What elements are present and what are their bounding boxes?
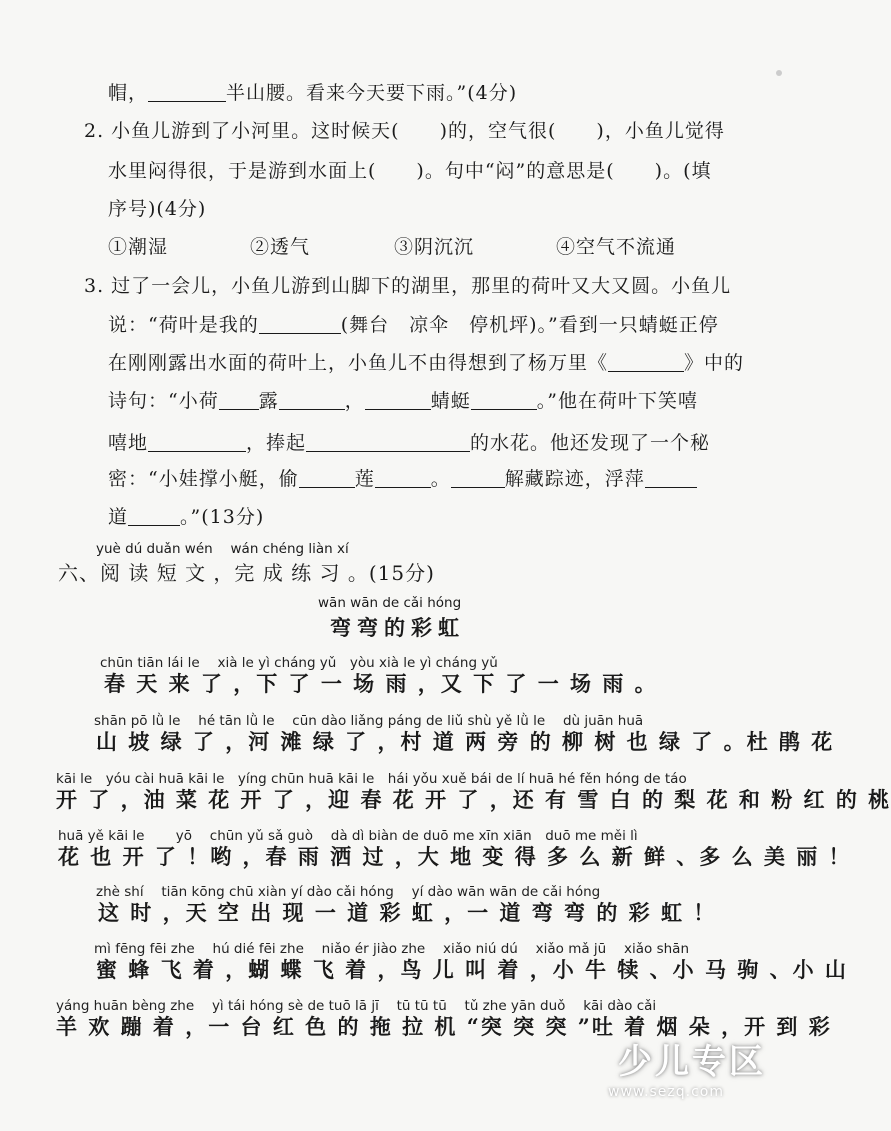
q2-option-2: ②透气 [250, 236, 311, 258]
answer-blank[interactable] [259, 314, 341, 334]
story-text-line: 开 了 ，油 菜 花 开 了 ，迎 春 花 开 了 ，还 有 雪 白 的 梨 花 和 粉 红 的 桃 [56, 787, 891, 812]
story-title: 弯弯的彩虹 [330, 615, 465, 640]
answer-blank[interactable] [365, 390, 431, 410]
answer-blank[interactable] [299, 468, 355, 488]
story-pinyin-line: mì fēng fēi zhe hú dié fēi zhe niǎo ér jiào zhe xiǎo niú dú xiǎo mǎ jū xiǎo shān [94, 941, 690, 957]
answer-blank[interactable] [608, 352, 684, 372]
story-text-line: 春 天 来 了 ，下 了 一 场 雨 ，又 下 了 一 场 雨 。 [104, 671, 658, 696]
q3-text: 。 [430, 468, 451, 490]
q3-line-4 [108, 386, 698, 413]
answer-blank[interactable] [471, 390, 537, 410]
q2-line-3: 序号)(4分) [108, 198, 207, 220]
margin-mark [776, 70, 782, 76]
q3-text: 密：“小娃撑小艇，偷 [108, 468, 299, 490]
q3-text: ，捧起 [246, 432, 307, 454]
q3-line-6 [108, 464, 697, 491]
q2-line-2: 水里闷得很，于是游到水面上( )。句中“闷”的意思是( )。(填 [108, 160, 712, 182]
story-pinyin-line: shān pō lǜ le hé tān lǜ le cūn dào liǎng páng de liǔ shù yě lǜ le dù juān huā [94, 713, 644, 729]
answer-blank[interactable] [645, 468, 697, 488]
section-6-pinyin: yuè dú duǎn wén wán chéng liàn xí [96, 541, 349, 557]
q3-text: 的水花。他还发现了一个秘 [470, 432, 711, 454]
q3-text: 露 [258, 390, 279, 412]
watermark [600, 1032, 790, 1102]
q3-text: 莲 [354, 468, 375, 490]
q3-line-5 [108, 428, 710, 455]
q2-option-4: ④空气不流通 [556, 236, 677, 258]
story-text-line: 蜜 蜂 飞 着 ，蝴 蝶 飞 着 ，鸟 儿 叫 着 ，小 牛 犊 、小 马 驹 、小 山 [96, 957, 848, 982]
q3-line-3 [108, 348, 744, 375]
answer-blank[interactable] [306, 432, 470, 452]
answer-blank[interactable] [148, 432, 246, 452]
q3-text: 解藏踪迹，浮萍 [504, 468, 645, 490]
story-text-line: 花 也 开 了 ！哟 ，春 雨 洒 过 ，大 地 变 得 多 么 新 鲜 、多 么 美 丽 ！ [58, 844, 852, 869]
story-text-line: 羊 欢 蹦 着 ，一 台 红 色 的 拖 拉 机 “突 突 突 ”吐 着 烟 朵 ，开 到 彩 [56, 1014, 832, 1039]
answer-blank[interactable] [451, 468, 505, 488]
answer-blank[interactable] [128, 506, 180, 526]
q1-text-b: 半山腰。看来今天要下雨。”(4分) [226, 82, 518, 104]
q3-text: 说：“荷叶是我的 [108, 314, 259, 336]
watermark-url: www.sezq.com [608, 1084, 725, 1100]
q3-text: 诗句：“小荷 [108, 390, 219, 412]
q3-text: (舞台 凉伞 停机坪)。”看到一只蜻蜓正停 [340, 314, 719, 336]
q3-line-1: 3. 过了一会儿，小鱼儿游到山脚下的湖里，那里的荷叶又大又圆。小鱼儿 [84, 275, 732, 297]
answer-blank[interactable] [148, 82, 226, 102]
q1-tail-line [108, 78, 517, 105]
q3-text: 蜻蜓 [430, 390, 471, 412]
answer-blank[interactable] [219, 390, 259, 410]
watermark-brand: 少儿专区 [618, 1042, 766, 1082]
section-6-heading: 六、阅 读 短 文 ，完 成 练 习 。(15分) [58, 561, 435, 585]
story-text-line: 山 坡 绿 了 ，河 滩 绿 了 ，村 道 两 旁 的 柳 树 也 绿 了 。杜 鹃 花 [96, 729, 835, 754]
q3-text: 。”他在荷叶下笑嘻 [536, 390, 698, 412]
story-pinyin-line: yáng huān bèng zhe yì tái hóng sè de tuō lā jī tū tū tū tǔ zhe yān duǒ kāi dào cǎi [56, 998, 657, 1014]
story-pinyin-line: huā yě kāi le yō chūn yǔ sǎ guò dà dì biàn de duō me xīn xiān duō me měi lì [58, 828, 638, 844]
answer-blank[interactable] [279, 390, 345, 410]
story-pinyin-line: zhè shí tiān kōng chū xiàn yí dào cǎi hóng yí dào wān wān de cǎi hóng [96, 884, 601, 900]
q3-text: 道 [108, 506, 129, 528]
q2-option-3: ③阴沉沉 [394, 236, 475, 258]
story-pinyin-line: chūn tiān lái le xià le yì cháng yǔ yòu xià le yì cháng yǔ [100, 655, 498, 671]
story-pinyin-line: kāi le yóu cài huā kāi le yíng chūn huā kāi le hái yǒu xuě bái de lí huā hé fěn hóng de táo [56, 771, 687, 787]
q1-text-a: 帽， [108, 82, 149, 104]
q3-text: 嘻地 [108, 432, 149, 454]
q2-option-1: ①潮湿 [108, 236, 169, 258]
answer-blank[interactable] [375, 468, 431, 488]
q3-text: 。”(13分) [180, 506, 265, 528]
q3-line-7 [108, 502, 264, 529]
story-text-line: 这 时 ，天 空 出 现 一 道 彩 虹 ，一 道 弯 弯 的 彩 虹 ！ [98, 900, 717, 925]
q3-text: 》中的 [684, 352, 745, 374]
q3-text: ， [344, 390, 365, 412]
q3-text: 在刚刚露出水面的荷叶上，小鱼儿不由得想到了杨万里《 [108, 352, 609, 374]
q3-line-2 [108, 310, 719, 337]
story-title-pinyin: wān wān de cǎi hóng [318, 595, 462, 611]
q2-line-1: 2. 小鱼儿游到了小河里。这时候天( )的，空气很( )，小鱼儿觉得 [84, 120, 725, 142]
